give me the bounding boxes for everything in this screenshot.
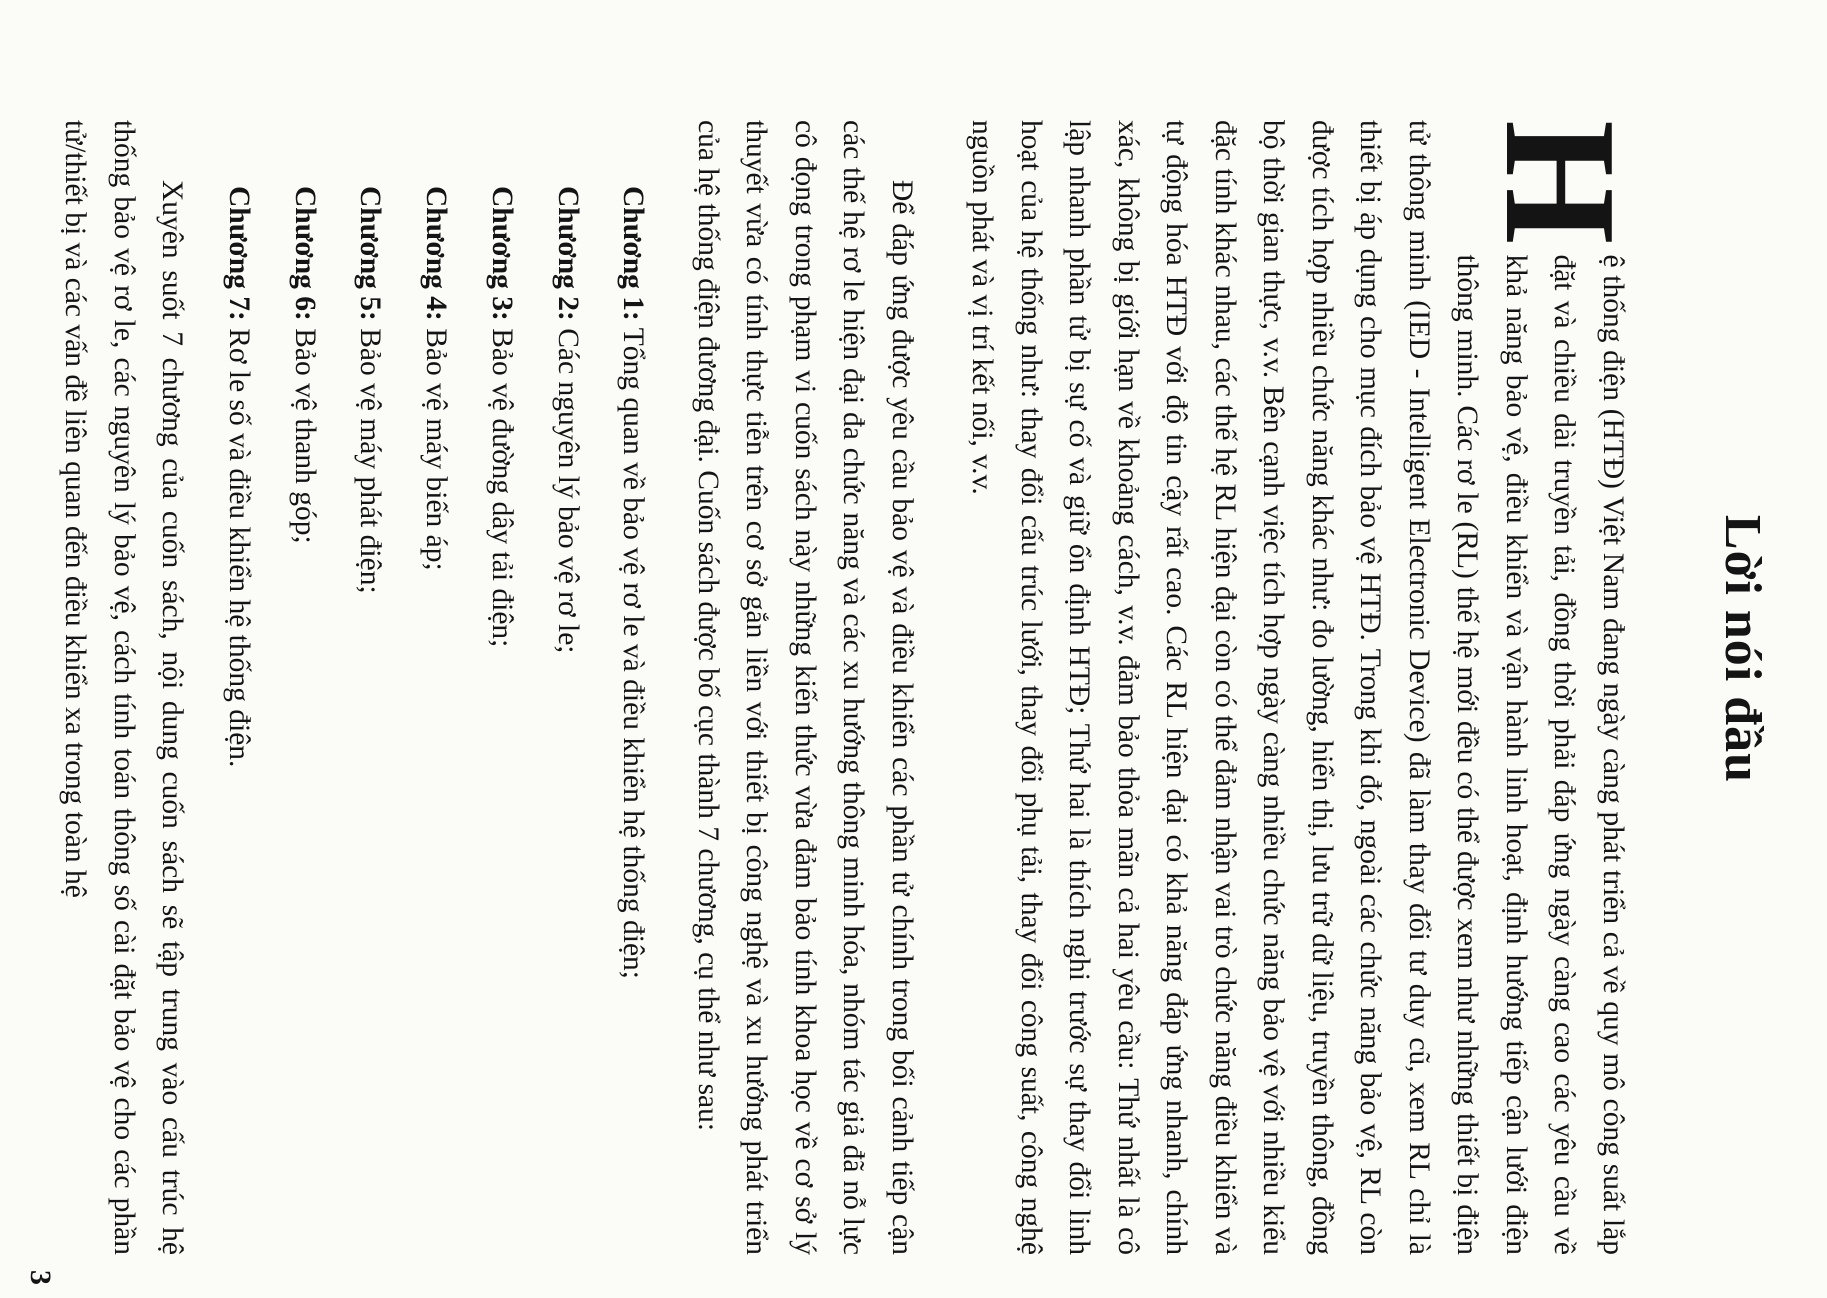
chapter-label: Chương 1: bbox=[617, 186, 650, 321]
chapter-label: Chương 3: bbox=[485, 186, 518, 321]
paragraph-2: Để đáp ứng được yêu cầu bảo vệ và điều khiển các phần tử chính trong bối cảnh tiếp cận các thế hệ rơ le hiện đại đa chức năng và các xu hướng thông minh hóa, nhóm tác giả đã nỗ lực cô đọng trong phạm vi cuốn sách này những kiến thức vừa đảm bảo tính khoa học về cơ sở lý thuyết vừa có tính thực tiễn trên cơ sở gắn liền với thiết bị công nghệ và xu hướng phát triển của hệ thống điện đương đại. Cuốn sách được bố cục thành 7 chương, cụ thể như sau: bbox=[692, 120, 918, 1255]
chapter-list bbox=[214, 120, 657, 1255]
intro-paragraph bbox=[958, 120, 1650, 1255]
chapter-title: Bảo vệ máy biến áp; bbox=[420, 320, 453, 571]
paragraph-3: Xuyên suốt 7 chương của cuốn sách, nội dung cuốn sách sẽ tập trung vào cấu trúc hệ thống bảo vệ rơ le, các nguyên lý bảo vệ, cách tính toán thông số cài đặt bảo vệ cho các phần tử/thiết bị và các vấn đề liên quan đến điều khiển xa trong toàn hệ bbox=[59, 120, 189, 1255]
chapter-label: Chương 4: bbox=[420, 186, 453, 321]
chapter-item bbox=[346, 186, 395, 1255]
page-title: Lời nói đầu bbox=[1714, 514, 1771, 784]
chapter-label: Chương 7: bbox=[222, 186, 255, 321]
chapter-label: Chương 5: bbox=[354, 186, 387, 321]
chapter-title: Bảo vệ đường dây tải điện; bbox=[485, 320, 518, 648]
chapter-label: Chương 6: bbox=[288, 186, 321, 321]
chapter-item bbox=[412, 186, 461, 1255]
chapter-item bbox=[477, 186, 526, 1255]
chapter-title: Tổng quan về bảo vệ rơ le và điều khiển hệ thống điện; bbox=[617, 320, 650, 980]
intro-text: ệ thống điện (HTĐ) Việt Nam đang ngày càng phát triển cả về quy mô công suất lắp đặt và chiều dài truyền tải, đồng thời phải đáp ứng ngày càng cao các yêu cầu về khả năng bảo vệ, điều khiển và vận hành linh hoạt, định hướng tiếp cận lưới điện thông minh. Các rơ le (RL) thế hệ mới đều có thể được xem như những thiết bị điện tử thông minh (IED - Intelligent Electronic Device) đã làm thay đổi tư duy cũ, xem RL chỉ là thiết bị áp dụng cho mục đích bảo vệ HTĐ. Trong khi đó, ngoài các chức năng bảo vệ, RL còn được tích hợp nhiều chức năng khác như: đo lường, hiển thị, lưu trữ dữ liệu, truyền thông, đồng bộ thời gian thực, v.v. Bên cạnh việc tích hợp ngày càng nhiều chức năng bảo vệ với nhiều kiểu đặc tính khác nhau, các thế hệ RL hiện đại còn có thể đảm nhận vai trò chức năng điều khiển và tự động hóa HTĐ với độ tin cậy rất cao. Các RL hiện đại có khả năng đáp ứng nhanh, chính xác, không bị giới hạn về khoảng cách, v.v. đảm bảo thỏa mãn cả hai yêu cầu: Thứ nhất là cô lập nhanh phần tử bị sự cố và giữ ổn định HTĐ; Thứ hai là thích nghi trước sự thay đổi linh hoạt của hệ thống như: thay đổi cấu trúc lưới, thay đổi phụ tải, thay đổi công suất, công nghệ nguồn phát và vị trí kết nối, v.v. bbox=[966, 120, 1629, 1255]
chapter-item bbox=[543, 186, 592, 1255]
chapter-title: Bảo vệ máy phát điện; bbox=[354, 320, 387, 594]
chapter-title: Rơ le số và điều khiển hệ thống điện. bbox=[222, 320, 255, 768]
page-body bbox=[25, 120, 1650, 1255]
chapter-item bbox=[214, 186, 263, 1255]
chapter-title: Bảo vệ thanh góp; bbox=[288, 320, 321, 544]
page-number: 3 bbox=[24, 1270, 57, 1285]
chapter-title: Các nguyên lý bảo vệ rơ le; bbox=[551, 320, 584, 654]
chapter-item bbox=[609, 186, 658, 1255]
drop-cap: H bbox=[1472, 120, 1650, 245]
chapter-item bbox=[280, 186, 329, 1255]
chapter-label: Chương 2: bbox=[551, 186, 584, 321]
